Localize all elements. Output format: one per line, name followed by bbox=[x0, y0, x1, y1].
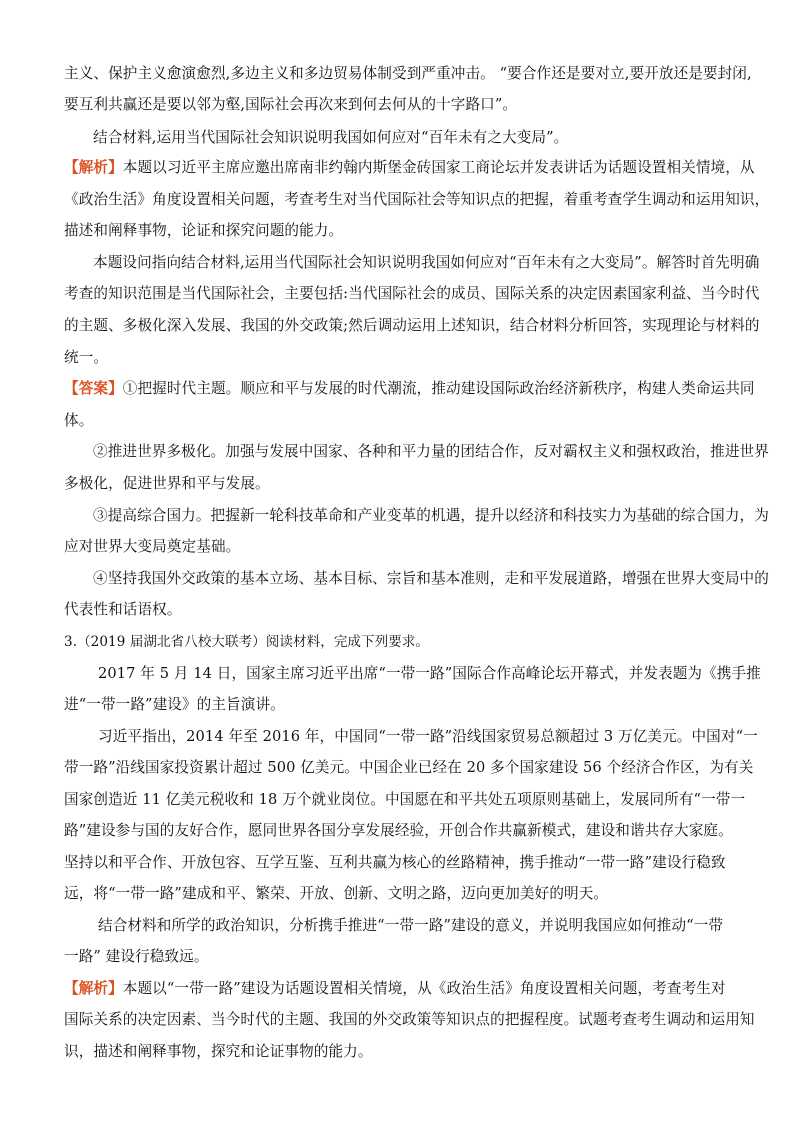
answer-paragraph bbox=[64, 379, 755, 399]
text-line: ②推进世界多极化。加强与发展中国家、各种和平力量的团结合作，反对霸权主义和强权政治，推进世界 bbox=[93, 443, 769, 460]
text-line: 远，将“一带一路”建成和平、繁荣、开放、创新、文明之路，迈向更加美好的明天。 bbox=[64, 885, 609, 902]
text-line: 结合材料,运用当代国际社会知识说明我国如何应对“百年未有之大变局”。 bbox=[93, 129, 569, 146]
text-line: 带一路”沿线国家投资累计超过 500 亿美元。中国企业已经在 20 多个国家建设 56 个经济合作区，为有关 bbox=[64, 759, 754, 776]
question-heading: 3.（2019 届湖北省八校大联考）阅读材料，完成下列要求。 bbox=[64, 634, 430, 650]
text-line: 路”建设参与国的友好合作，愿同世界各国分享发展经验，开创合作共赢新模式，建设和谐共存大家庭。 bbox=[64, 822, 733, 839]
text-line: 一路” 建设行稳致远。 bbox=[64, 948, 209, 965]
text-line: 主义、保护主义愈演愈烈,多边主义和多边贸易体制受到严重冲击。 “要合作还是要对立,要开放还是要封闭, bbox=[64, 65, 752, 82]
analysis-tag: 【解析】 bbox=[64, 980, 123, 997]
text-line: 考查的知识范围是当代国际社会，主要包括:当代国际社会的成员、国际关系的决定因素国家利益、当今时代 bbox=[64, 285, 760, 302]
answer-tag: 【答案】 bbox=[64, 380, 123, 397]
text-line: 代表性和话语权。 bbox=[64, 601, 182, 618]
text-line: 统一。 bbox=[64, 349, 109, 366]
analysis-paragraph bbox=[64, 979, 726, 999]
text-line: 进“一带一路”建设》的主旨演讲。 bbox=[64, 696, 285, 713]
analysis-text: 本题以习近平主席应邀出席南非约翰内斯堡金砖国家工商论坛并发表讲话为话题设置相关情境，从 bbox=[122, 159, 755, 176]
text-line: 多极化，促进世界和平与发展。 bbox=[64, 475, 270, 492]
text-line: 坚持以和平合作、开放包容、互学互鉴、互利共赢为核心的丝路精神，携手推动“一带一路”建设行稳致 bbox=[64, 854, 726, 871]
text-line: 《政治生活》角度设置相关问题，考查考生对当代国际社会等知识点的把握，着重考查学生调动和运用知识， bbox=[64, 191, 770, 208]
text-line: 国际关系的决定因素、当今时代的主题、我国的外交政策等知识点的把握程度。试题考查考生调动和运用知 bbox=[64, 1011, 755, 1028]
analysis-tag: 【解析】 bbox=[64, 159, 123, 176]
text-line: 体。 bbox=[64, 412, 94, 429]
text-line: 本题设问指向结合材料,运用当代国际社会知识说明我国如何应对“百年未有之大变局”。解答时首先明确 bbox=[93, 254, 760, 271]
text-line: 结合材料和所学的政治知识，分析携手推进“一带一路”建设的意义，并说明我国应如何推动“一带 bbox=[98, 917, 724, 934]
text-line: 习近平指出，2014 年至 2016 年，中国同“一带一路”沿线国家贸易总额超过 3 万亿美元。中国对“一 bbox=[98, 728, 758, 745]
text-line: 要互利共赢还是要以邻为壑,国际社会再次来到何去何从的十字路口”。 bbox=[64, 96, 518, 113]
text-line: 的主题、多极化深入发展、我国的外交政策;然后调动运用上述知识，结合材料分析回答，实现理论与材料的 bbox=[64, 317, 760, 334]
text-line: 描述和阐释事物，论证和探究问题的能力。 bbox=[64, 222, 344, 239]
text-line: ③提高综合国力。把握新一轮科技革命和产业变革的机遇，提升以经济和科技实力为基础的综合国力，为 bbox=[93, 507, 769, 524]
answer-text: ①把握时代主题。顺应和平与发展的时代潮流，推动建设国际政治经济新秩序，构建人类命运共同 bbox=[122, 380, 755, 397]
text-line: ④坚持我国外交政策的基本立场、基本目标、宗旨和基本准则，走和平发展道路，增强在世界大变局中的 bbox=[93, 570, 769, 587]
analysis-paragraph bbox=[64, 158, 755, 178]
text-line: 国家创造近 11 亿美元税收和 18 万个就业岗位。中国愿在和平共处五项原则基础上，发展同所有“一带一 bbox=[64, 791, 746, 808]
text-line: 应对世界大变局奠定基础。 bbox=[64, 538, 241, 555]
text-line: 2017 年 5 月 14 日，国家主席习近平出席“一带一路”国际合作高峰论坛开幕式，并发表题为《携手推 bbox=[98, 665, 761, 682]
analysis-text: 本题以“一带一路”建设为话题设置相关情境，从《政治生活》角度设置相关问题，考查考生对 bbox=[122, 980, 726, 997]
text-line: 识，描述和阐释事物，探究和论证事物的能力。 bbox=[64, 1043, 373, 1060]
